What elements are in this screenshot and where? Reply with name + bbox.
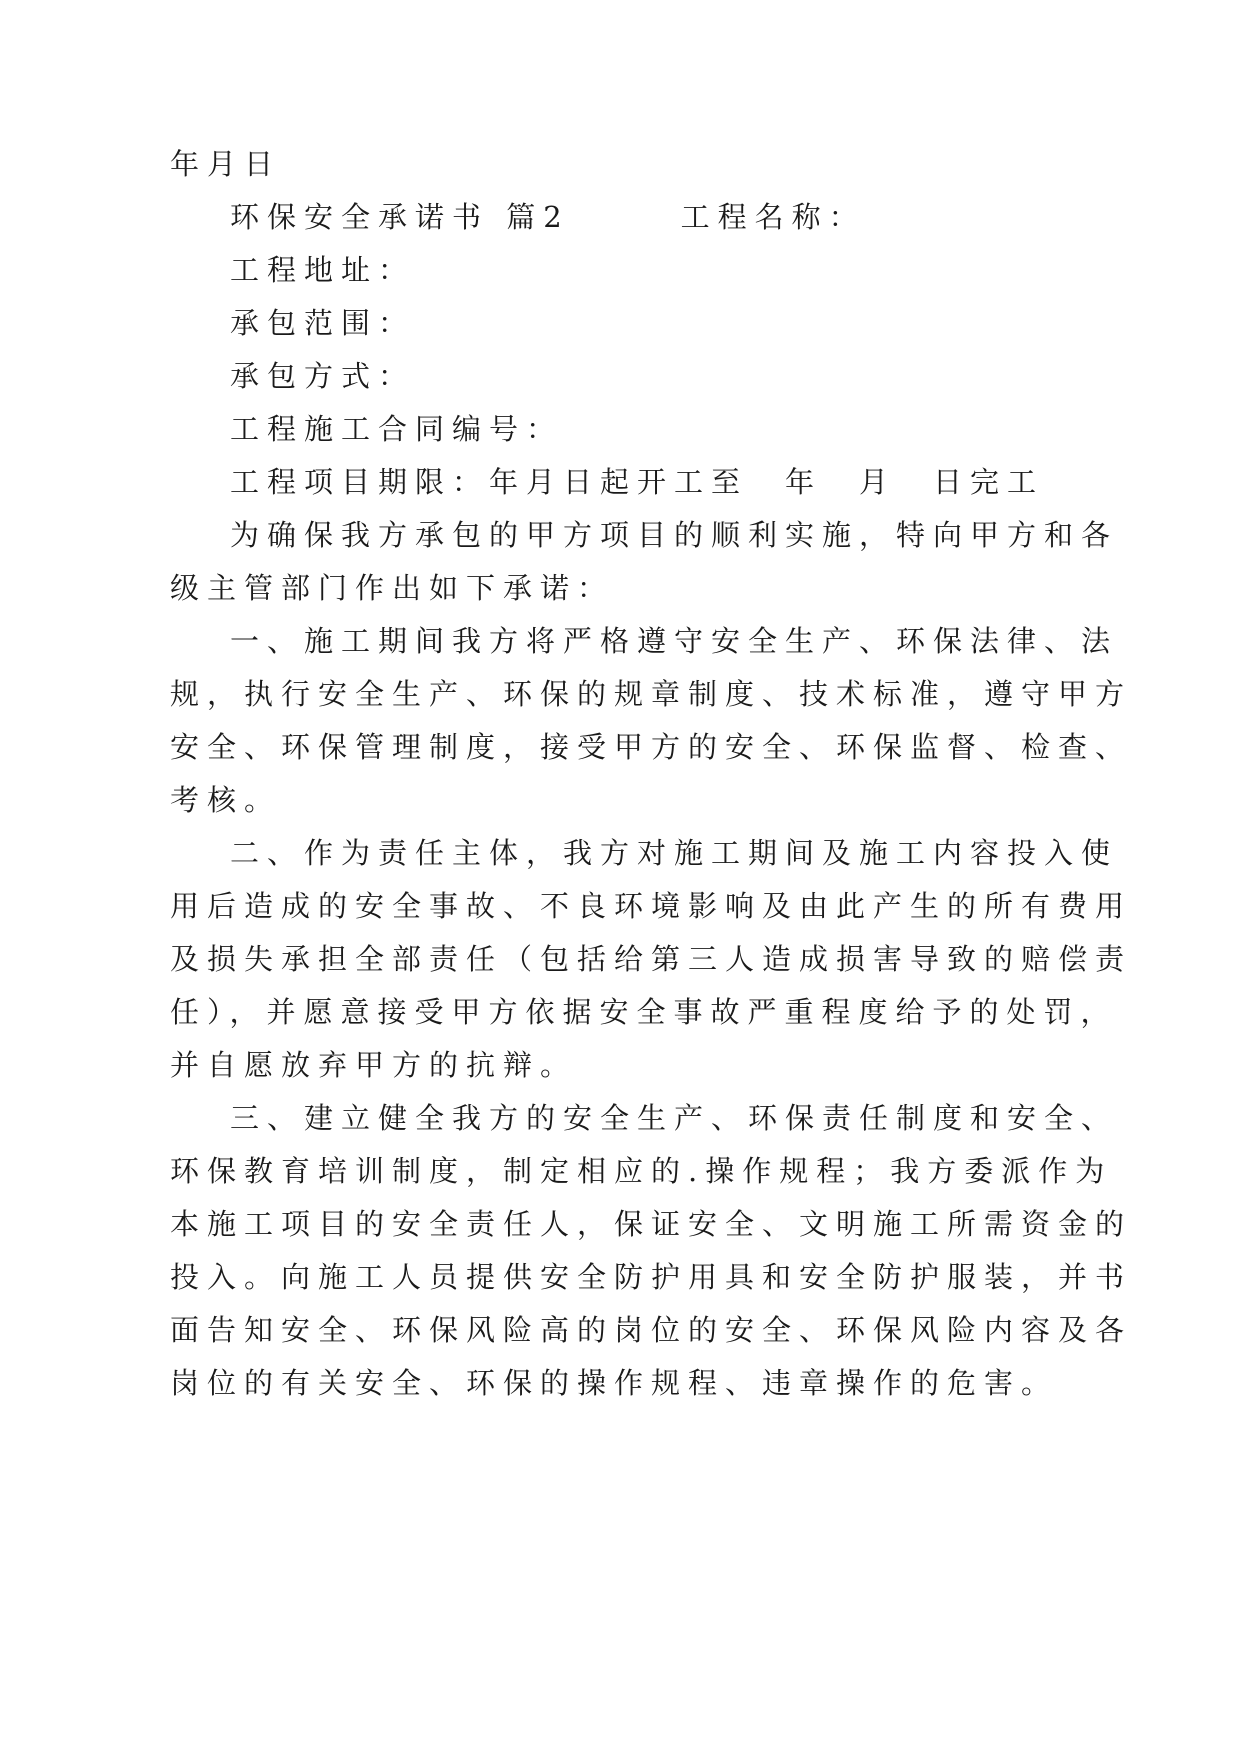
- project-period-line: 工程项目期限：年月日起开工至 年 月 日完工: [230, 465, 1045, 499]
- paragraph-2-line-3: 及损失承担全部责任（包括给第三人造成损害导致的赔偿责: [170, 942, 1133, 976]
- contract-scope-line: 承包范围：: [230, 306, 416, 340]
- contract-method-line: 承包方式：: [230, 359, 416, 393]
- section-title-line: 环保安全承诺书 篇2 工程名称：: [230, 200, 866, 234]
- date-line: 年月日: [170, 147, 282, 181]
- paragraph-2-line-5: 并自愿放弃甲方的抗辩。: [170, 1048, 578, 1082]
- project-address-line: 工程地址：: [230, 253, 416, 287]
- paragraph-1-line-1: 一、施工期间我方将严格遵守安全生产、环保法律、法: [230, 624, 1119, 658]
- paragraph-2-line-2: 用后造成的安全事故、不良环境影响及由此产生的所有费用: [170, 889, 1133, 923]
- paragraph-3-line-3: 本施工项目的安全责任人，保证安全、文明施工所需资金的: [170, 1207, 1133, 1241]
- contract-number-line: 工程施工合同编号：: [230, 412, 564, 446]
- paragraph-2-line-4: 任），并愿意接受甲方依据安全事故严重程度给予的处罚，: [170, 995, 1118, 1029]
- paragraph-3-line-2: 环保教育培训制度，制定相应的.操作规程；我方委派作为: [170, 1154, 1113, 1188]
- paragraph-3-line-1: 三、建立健全我方的安全生产、环保责任制度和安全、: [230, 1101, 1119, 1135]
- paragraph-3-line-5: 面告知安全、环保风险高的岗位的安全、环保风险内容及各: [170, 1313, 1133, 1347]
- paragraph-3-line-4: 投入。向施工人员提供安全防护用具和安全防护服装，并书: [170, 1260, 1133, 1294]
- paragraph-1-line-2: 规，执行安全生产、环保的规章制度、技术标准，遵守甲方: [170, 677, 1133, 711]
- paragraph-1-line-3: 安全、环保管理制度，接受甲方的安全、环保监督、检查、: [170, 730, 1133, 764]
- paragraph-intro-line-1: 为确保我方承包的甲方项目的顺利实施，特向甲方和各: [230, 518, 1119, 552]
- paragraph-2-line-1: 二、作为责任主体，我方对施工期间及施工内容投入使: [230, 836, 1119, 870]
- paragraph-3-line-6: 岗位的有关安全、环保的操作规程、违章操作的危害。: [170, 1366, 1059, 1400]
- paragraph-intro-line-2: 级主管部门作出如下承诺：: [170, 571, 615, 605]
- paragraph-1-line-4: 考核。: [170, 783, 282, 817]
